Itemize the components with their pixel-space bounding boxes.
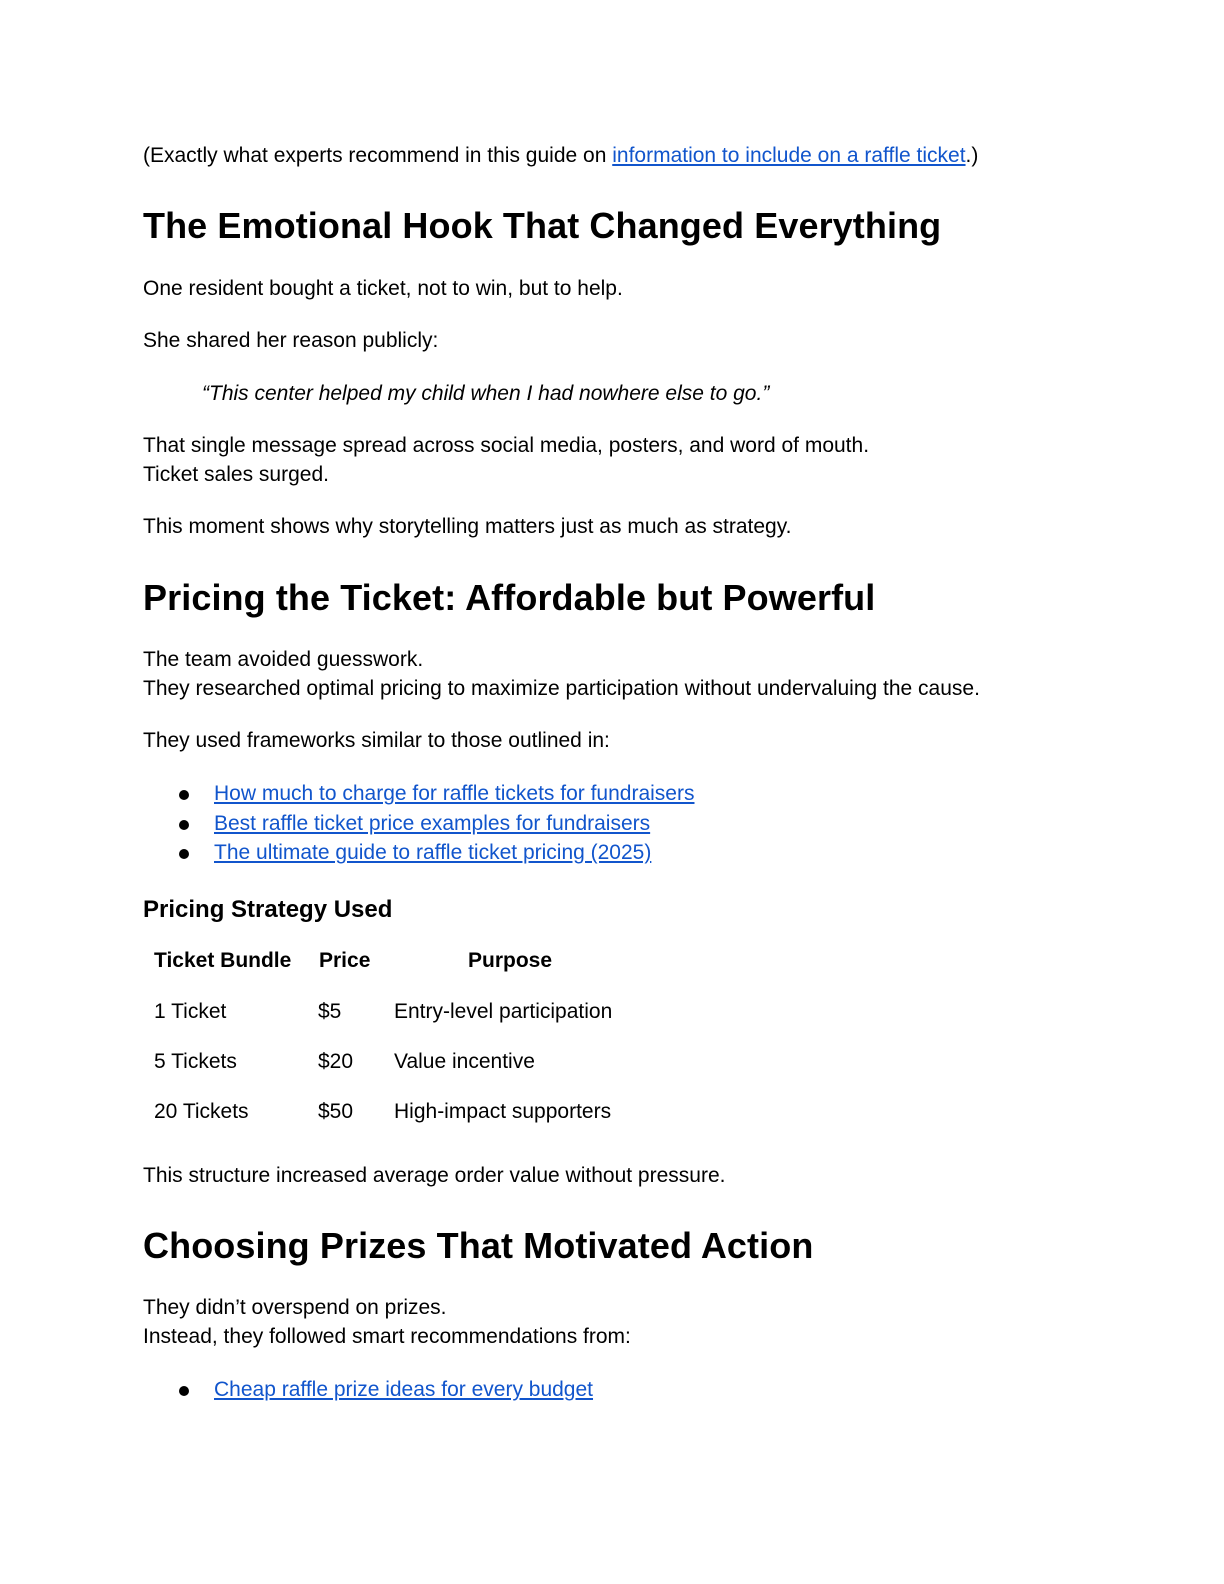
paragraph: They researched optimal pricing to maximize participation without undervaluing the cause.	[143, 677, 980, 700]
list-item	[143, 838, 694, 868]
table-cell: 5 Tickets	[154, 1050, 237, 1073]
intro-text-after: .)	[965, 144, 979, 167]
list-item	[143, 809, 694, 839]
table-cell: $20	[318, 1050, 354, 1073]
paragraph: This structure increased average order value without pressure.	[143, 1164, 726, 1187]
prize-resources-list	[143, 1375, 593, 1405]
paragraph: Ticket sales surged.	[143, 463, 329, 486]
paragraph: The team avoided guesswork.	[143, 648, 424, 671]
raffle-ticket-info-link[interactable]: information to include on a raffle ticket	[612, 144, 966, 167]
paragraph: One resident bought a ticket, not to win, but to help.	[143, 277, 623, 300]
list-item	[143, 779, 694, 809]
table-cell: 1 Ticket	[154, 1000, 227, 1023]
subheading-pricing-strategy: Pricing Strategy Used	[143, 896, 393, 923]
intro-text-before: (Exactly what experts recommend in this guide on	[143, 144, 613, 167]
section-heading-pricing: Pricing the Ticket: Affordable but Powerful	[143, 577, 876, 618]
testimonial-quote: “This center helped my child when I had nowhere else to go.”	[202, 382, 770, 405]
pricing-link[interactable]: Best raffle ticket price examples for fundraisers	[214, 811, 651, 835]
table-cell: $50	[318, 1100, 354, 1123]
table-cell: $5	[318, 1000, 342, 1023]
paragraph: Instead, they followed smart recommendations from:	[143, 1325, 631, 1348]
paragraph: That single message spread across social media, posters, and word of mouth.	[143, 434, 870, 457]
table-header: Purpose	[468, 949, 553, 972]
bullet-icon	[179, 790, 189, 800]
pricing-resources-list	[143, 779, 694, 868]
table-cell: Entry-level participation	[394, 1000, 613, 1023]
section-heading-prizes: Choosing Prizes That Motivated Action	[143, 1225, 814, 1266]
paragraph: This moment shows why storytelling matters just as much as strategy.	[143, 515, 792, 538]
pricing-link[interactable]: The ultimate guide to raffle ticket pricing (2025)	[214, 841, 652, 864]
table-cell: High-impact supporters	[394, 1100, 612, 1123]
paragraph: They didn’t overspend on prizes.	[143, 1296, 447, 1319]
paragraph: They used frameworks similar to those outlined in:	[143, 729, 610, 752]
pricing-link[interactable]: How much to charge for raffle tickets for fundraisers	[214, 782, 695, 805]
bullet-icon	[179, 1386, 189, 1396]
bullet-icon	[179, 820, 189, 830]
list-item	[143, 1375, 593, 1405]
table-header: Price	[319, 949, 371, 972]
table-header: Ticket Bundle	[154, 949, 292, 972]
paragraph: She shared her reason publicly:	[143, 329, 439, 352]
section-heading-emotional-hook: The Emotional Hook That Changed Everything	[143, 205, 942, 246]
intro-paragraph	[143, 141, 978, 170]
table-cell: 20 Tickets	[154, 1100, 249, 1123]
table-cell: Value incentive	[394, 1050, 535, 1073]
bullet-icon	[179, 849, 189, 859]
prize-ideas-link[interactable]: Cheap raffle prize ideas for every budget	[214, 1378, 594, 1401]
